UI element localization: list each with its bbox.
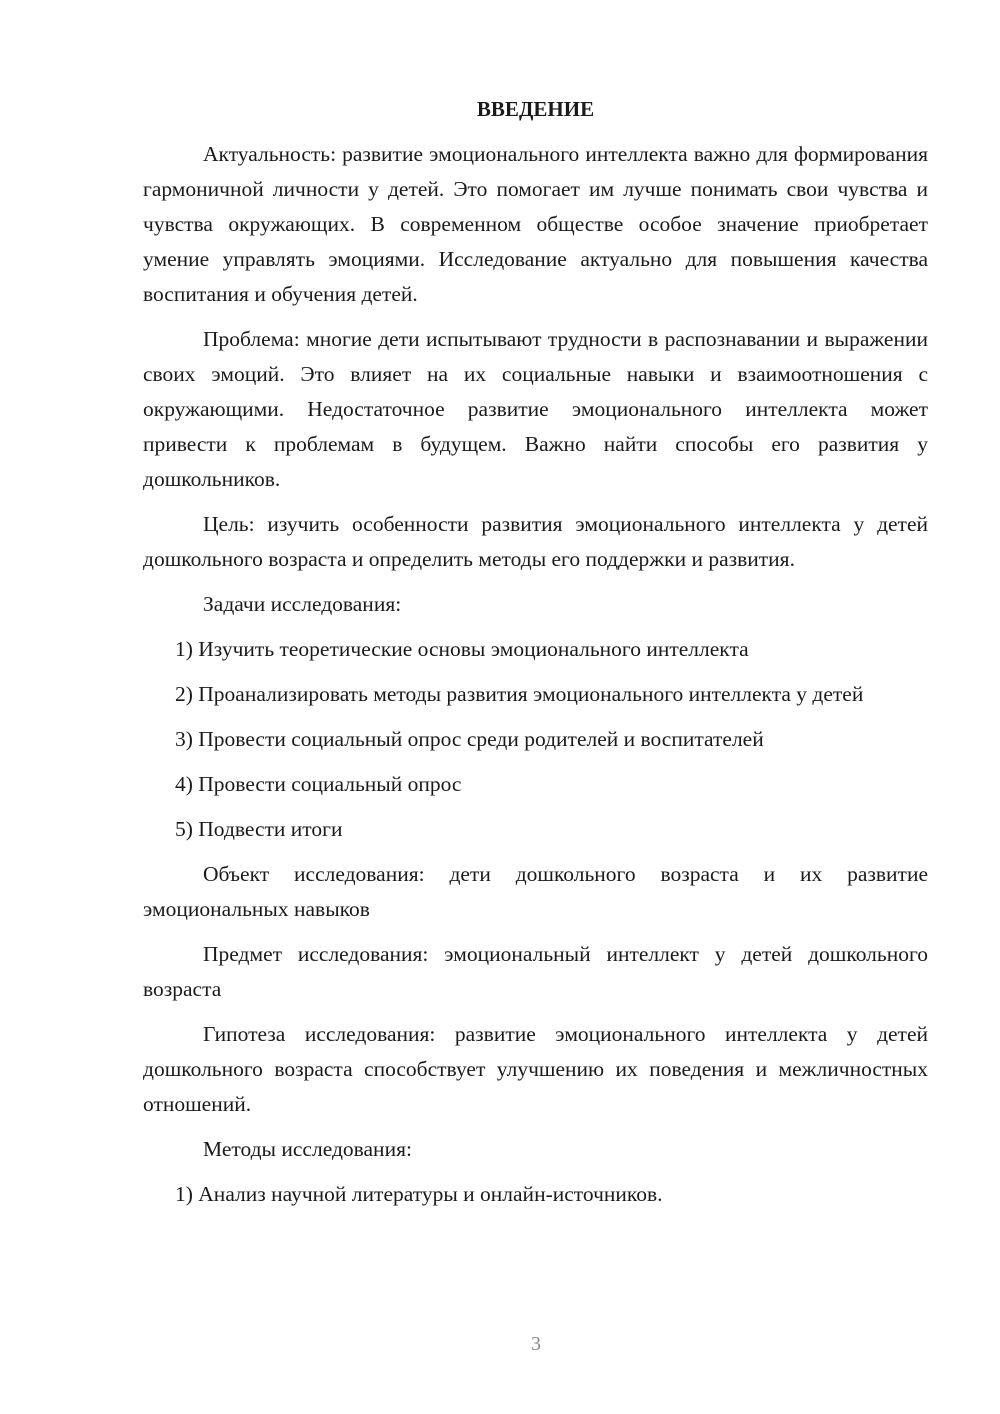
hypothesis-paragraph: Гипотеза исследования: развитие эмоционального интеллекта у детей дошкольного возраста способствует улучшению их поведения и межличностных отношений. [143,1022,928,1116]
document-body [143,92,928,1222]
problem-paragraph: Проблема: многие дети испытывают трудности в распознавании и выражении своих эмоций. Это влияет на их социальные навыки и взаимоотношения с окружающими. Недостаточное развитие эмоционального интеллекта может привести к проблемам в будущем. Важно найти способы его развития у дошкольников. [143,327,928,491]
task-item: 1) Изучить теоретические основы эмоционального интеллекта [175,637,749,661]
subject-paragraph: Предмет исследования: эмоциональный интеллект у детей дошкольного возраста [143,942,928,1001]
task-item: 5) Подвести итоги [175,817,343,841]
relevance-paragraph: Актуальность: развитие эмоционального интеллекта важно для формирования гармоничной личности у детей. Это помогает им лучше понимать свои чувства и чувства окружающих. В современном обществе особое значение приобретает умение управлять эмоциями. Исследование актуально для повышения качества воспитания и обучения детей. [143,142,928,306]
object-paragraph: Объект исследования: дети дошкольного возраста и их развитие эмоциональных навыков [143,862,928,921]
methods-heading: Методы исследования: [203,1137,412,1161]
section-title: ВВЕДЕНИЕ [476,97,595,121]
page-number: 3 [531,1333,541,1355]
task-item: 3) Провести социальный опрос среди родителей и воспитателей [175,727,764,751]
task-item: 2) Проанализировать методы развития эмоционального интеллекта у детей [175,682,864,706]
method-item: 1) Анализ научной литературы и онлайн-источников. [175,1182,663,1206]
tasks-heading: Задачи исследования: [203,592,402,616]
goal-paragraph: Цель: изучить особенности развития эмоционального интеллекта у детей дошкольного возраста и определить методы его поддержки и развития. [143,512,928,571]
task-item: 4) Провести социальный опрос [175,772,462,796]
